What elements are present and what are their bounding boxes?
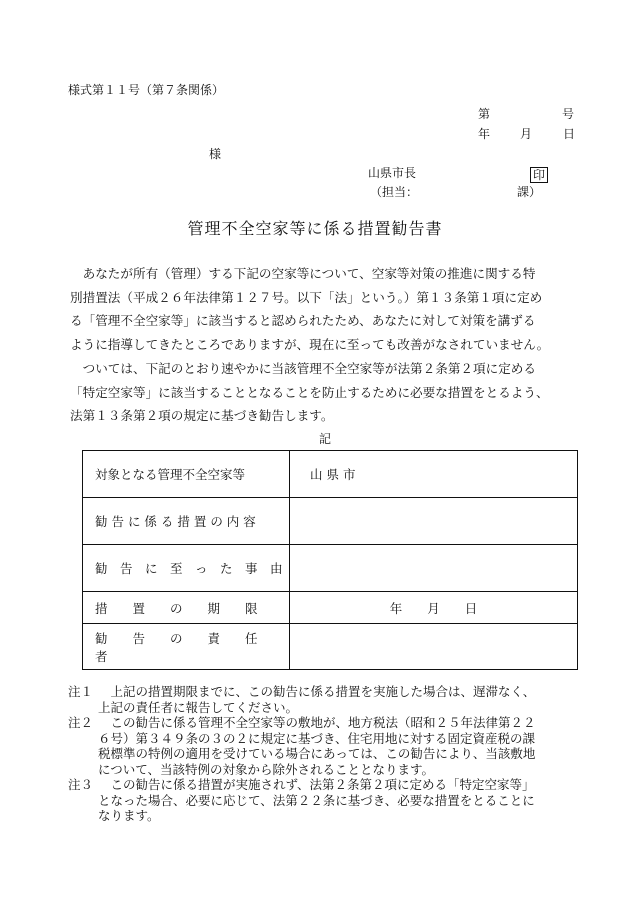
document-number-suffix: 号 bbox=[562, 107, 575, 121]
row-label: 措 置 の 期 限 bbox=[83, 592, 290, 624]
table-row bbox=[83, 592, 578, 624]
note-line: について、当該特例の対象から除外されることとなります。 bbox=[98, 761, 435, 777]
addressee-honorific: 様 bbox=[209, 147, 222, 161]
seal-mark bbox=[530, 164, 548, 183]
paragraph-line: る「管理不全空家等」に該当すると認められたため、あなたに対して対策を講ずる bbox=[70, 313, 536, 328]
note-label: 注３ bbox=[68, 777, 94, 792]
contact-open: （担当： bbox=[370, 185, 419, 199]
contact-close: 課） bbox=[517, 185, 542, 199]
row-value bbox=[290, 545, 578, 592]
note-label: 注１ bbox=[68, 684, 94, 699]
note-1 bbox=[68, 684, 536, 715]
row-value: 山 県 市 bbox=[290, 451, 578, 498]
row-label: 勧 告 に 係 る 措 置 の 内 容 bbox=[83, 498, 290, 545]
row-value bbox=[290, 498, 578, 545]
note-line: 上記の措置期限までに、この勧告に係る措置を実施した場合は、遅滞なく、 bbox=[98, 684, 536, 699]
row-label: 勧 告 の 責 任 者 bbox=[83, 624, 290, 670]
note-3 bbox=[68, 777, 536, 824]
paragraph-1 bbox=[70, 262, 590, 356]
date-month: 月 bbox=[520, 127, 533, 141]
seal-text: 印 bbox=[530, 167, 548, 183]
notes-section bbox=[68, 684, 536, 824]
paragraph-2 bbox=[70, 357, 590, 428]
note-line: ６号）第３４９条の３の２に規定に基づき、住宅用地に対する固定資産税の課 bbox=[98, 730, 536, 746]
note-line: この勧告に係る管理不全空家等の敷地が、地方税法（昭和２５年法律第２２ bbox=[98, 715, 536, 730]
table-row bbox=[83, 498, 578, 545]
sender-name: 山県市長 bbox=[368, 166, 417, 180]
recommendation-table bbox=[82, 450, 578, 670]
date-day: 日 bbox=[563, 127, 576, 141]
table-row bbox=[83, 545, 578, 592]
paragraph-line: ついては、下記のとおり速やかに当該管理不全空家等が法第２条第２項に定める bbox=[70, 361, 536, 376]
row-label: 対象となる管理不全空家等 bbox=[83, 451, 290, 498]
note-2 bbox=[68, 715, 536, 777]
ki-heading: 記 bbox=[318, 432, 331, 446]
paragraph-line: 法第１３条第２項の規定に基づき勧告します。 bbox=[70, 408, 334, 423]
note-line: なります。 bbox=[98, 808, 160, 823]
table-row bbox=[83, 624, 578, 670]
paragraph-line: ように指導してきたところでありますが、現在に至っても改善がなされていません。 bbox=[70, 336, 550, 352]
paragraph-line: あなたが所有（管理）する下記の空家等について、空家等対策の推進に関する特 bbox=[70, 266, 536, 281]
row-label: 勧 告 に 至 っ た 事 由 bbox=[83, 545, 290, 592]
note-line: となった場合、必要に応じて、法第２２条に基づき、必要な措置をとることに bbox=[98, 792, 535, 808]
note-line: 上記の責任者に報告してください。 bbox=[98, 699, 299, 715]
paragraph-line: 別措置法（平成２６年法律第１２７号。以下「法」という。）第１３条第１項に定め bbox=[70, 289, 543, 305]
row-value bbox=[290, 624, 578, 670]
form-label: 様式第１１号（第７条関係） bbox=[68, 83, 225, 97]
note-line: 税標準の特例の適用を受けている場合にあっては、この勧告により、当該敷地 bbox=[98, 746, 536, 761]
date-year: 年 bbox=[478, 127, 491, 141]
document-number-prefix: 第 bbox=[478, 107, 491, 121]
note-line: この勧告に係る措置が実施されず、法第２条第２項に定める「特定空家等」 bbox=[98, 777, 535, 792]
note-label: 注２ bbox=[68, 715, 94, 730]
document-title: 管理不全空家等に係る措置勧告書 bbox=[187, 219, 443, 238]
paragraph-line: 「特定空家等」に該当することとなることを防止するために必要な措置をとるよう、 bbox=[70, 384, 549, 400]
row-value: 年 月 日 bbox=[290, 592, 578, 624]
table-row bbox=[83, 451, 578, 498]
